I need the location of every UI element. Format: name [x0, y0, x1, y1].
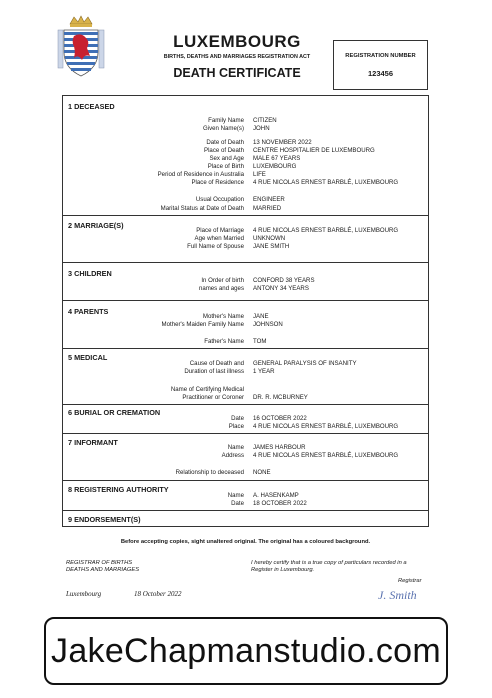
date-of-death-value: 13 NOVEMBER 2022 [253, 139, 312, 146]
watermark-text: JakeChapmanstudio.com [51, 631, 441, 670]
duration-label: Duration of last illness [184, 368, 244, 375]
authority-date-value: 18 OCTOBER 2022 [253, 500, 307, 507]
spouse-value: JANE SMITH [253, 243, 290, 250]
issue-date: 18 October 2022 [134, 590, 182, 598]
section-authority-title: 8 REGISTERING AUTHORITY [68, 485, 169, 494]
burial-date-value: 16 OCTOBER 2022 [253, 415, 307, 422]
document-title: DEATH CERTIFICATE [173, 66, 301, 80]
divider [63, 300, 428, 301]
divider [63, 480, 428, 481]
section-burial-title: 6 BURIAL OR CREMATION [68, 408, 161, 417]
section-endorsements-title: 9 ENDORSEMENT(S) [68, 515, 141, 524]
authority-date-label: Date [231, 500, 244, 507]
cause-value: GENERAL PARALYSIS OF INSANITY [253, 360, 357, 367]
given-names-label: Given Name(s) [203, 125, 244, 132]
residence-period-label: Period of Residence in Australia [157, 171, 244, 178]
authority-name-label: Name [227, 492, 244, 499]
divider [63, 348, 428, 349]
sex-age-label: Sex and Age [209, 155, 244, 162]
place-of-birth-label: Place of Birth [207, 163, 244, 170]
copy-notice: Before accepting copies, sight unaltered original. The original has a coloured background. [120, 539, 371, 545]
mother-maiden-value: JOHNSON [253, 321, 283, 328]
divider [63, 510, 428, 511]
spouse-label: Full Name of Spouse [187, 243, 244, 250]
informant-address-label: Address [221, 452, 244, 459]
family-name-value: CITIZEN [253, 117, 277, 124]
certificate-table [62, 95, 429, 527]
cause-label: Cause of Death and [189, 360, 244, 367]
section-children-title: 3 CHILDREN [68, 269, 112, 278]
residence-period-value: LIFE [253, 171, 266, 178]
occupation-label: Usual Occupation [195, 196, 244, 203]
mother-maiden-label: Mother's Maiden Family Name [161, 321, 244, 328]
family-name-label: Family Name [208, 117, 244, 124]
place-of-residence-label: Place of Residence [191, 179, 244, 186]
certification-statement [251, 560, 407, 574]
section-parents-title: 4 PARENTS [68, 307, 109, 316]
child-2-value: ANTONY 34 YEARS [253, 285, 309, 292]
coat-of-arms-emblem [56, 14, 106, 80]
informant-name-value: JAMES HARBOUR [253, 444, 306, 451]
section-informant-title: 7 INFORMANT [68, 438, 118, 447]
certification-line1: I hereby certify that is a true copy of particulars recorded in a [251, 560, 407, 566]
children-order-label: In Order of birth [201, 277, 244, 284]
authority-name-value: A. HASENKAMP [253, 492, 299, 499]
child-1-value: CONFORD 38 YEARS [253, 277, 315, 284]
divider [63, 433, 428, 434]
marital-status-value: MARRIED [253, 205, 282, 212]
burial-place-value: 4 RUE NICOLAS ERNEST BARBLÉ, LUXEMBOURG [253, 423, 399, 430]
section-deceased-title: 1 DECEASED [68, 102, 115, 111]
watermark-banner [44, 617, 448, 685]
relationship-value: NONE [253, 469, 271, 476]
place-of-birth-value: LUXEMBOURG [253, 163, 297, 170]
practitioner-value: DR. R. MCBURNEY [253, 394, 308, 401]
occupation-value: ENGINEER [253, 196, 285, 203]
divider [63, 404, 428, 405]
divider [63, 215, 428, 216]
registration-box [333, 40, 428, 90]
marriage-place-value: 4 RUE NICOLAS ERNEST BARBLÉ, LUXEMBOURG [253, 227, 399, 234]
burial-place-label: Place [228, 423, 244, 430]
registrar-office-line2: DEATHS AND MARRIAGES [66, 567, 140, 573]
marriage-place-label: Place of Marriage [196, 227, 244, 234]
registrar-label: Registrar [398, 578, 422, 584]
children-names-label: names and ages [198, 285, 244, 292]
act-name: BIRTHS, DEATHS AND MARRIAGES REGISTRATION ACT [163, 54, 311, 60]
duration-value: 1 YEAR [253, 368, 275, 375]
father-name-value: TOM [253, 338, 267, 345]
registration-number: 123456 [367, 69, 394, 78]
section-medical-title: 5 MEDICAL [68, 353, 108, 362]
registrar-office [66, 560, 139, 574]
mother-name-value: JANE [253, 313, 269, 320]
practitioner-label-line2: Practitioner or Coroner [182, 394, 244, 401]
informant-name-label: Name [227, 444, 244, 451]
place-of-death-label: Place of Death [204, 147, 244, 154]
sex-age-value: MALE 67 YEARS [253, 155, 301, 162]
certification-line2: Register in Luxembourg. [251, 567, 315, 573]
relationship-label: Relationship to deceased [175, 469, 244, 476]
section-marriage-title: 2 MARRIAGE(S) [68, 221, 124, 230]
divider [63, 262, 428, 263]
date-of-death-label: Date of Death [206, 139, 244, 146]
mother-name-label: Mother's Name [202, 313, 244, 320]
registration-label: REGISTRATION NUMBER [345, 53, 416, 59]
issue-place: Luxembourg [66, 590, 102, 598]
marital-status-label: Marital Status at Date of Death [160, 205, 244, 212]
place-of-death-value: CENTRE HOSPITALIER DE LUXEMBOURG [253, 147, 375, 154]
marriage-age-value: UNKNOWN [253, 235, 286, 242]
father-name-label: Father's Name [204, 338, 244, 345]
registrar-signature: J. Smith [378, 588, 417, 602]
informant-address-value: 4 RUE NICOLAS ERNEST BARBLÉ, LUXEMBOURG [253, 452, 399, 459]
marriage-age-label: Age when Married [194, 235, 244, 242]
burial-date-label: Date [231, 415, 244, 422]
practitioner-label-line1: Name of Certifying Medical [170, 386, 244, 393]
place-of-residence-value: 4 RUE NICOLAS ERNEST BARBLÉ, LUXEMBOURG [253, 179, 399, 186]
country-title: LUXEMBOURG [173, 32, 301, 51]
registrar-office-line1: REGISTRAR OF BIRTHS [66, 560, 133, 566]
given-names-value: JOHN [253, 125, 270, 132]
